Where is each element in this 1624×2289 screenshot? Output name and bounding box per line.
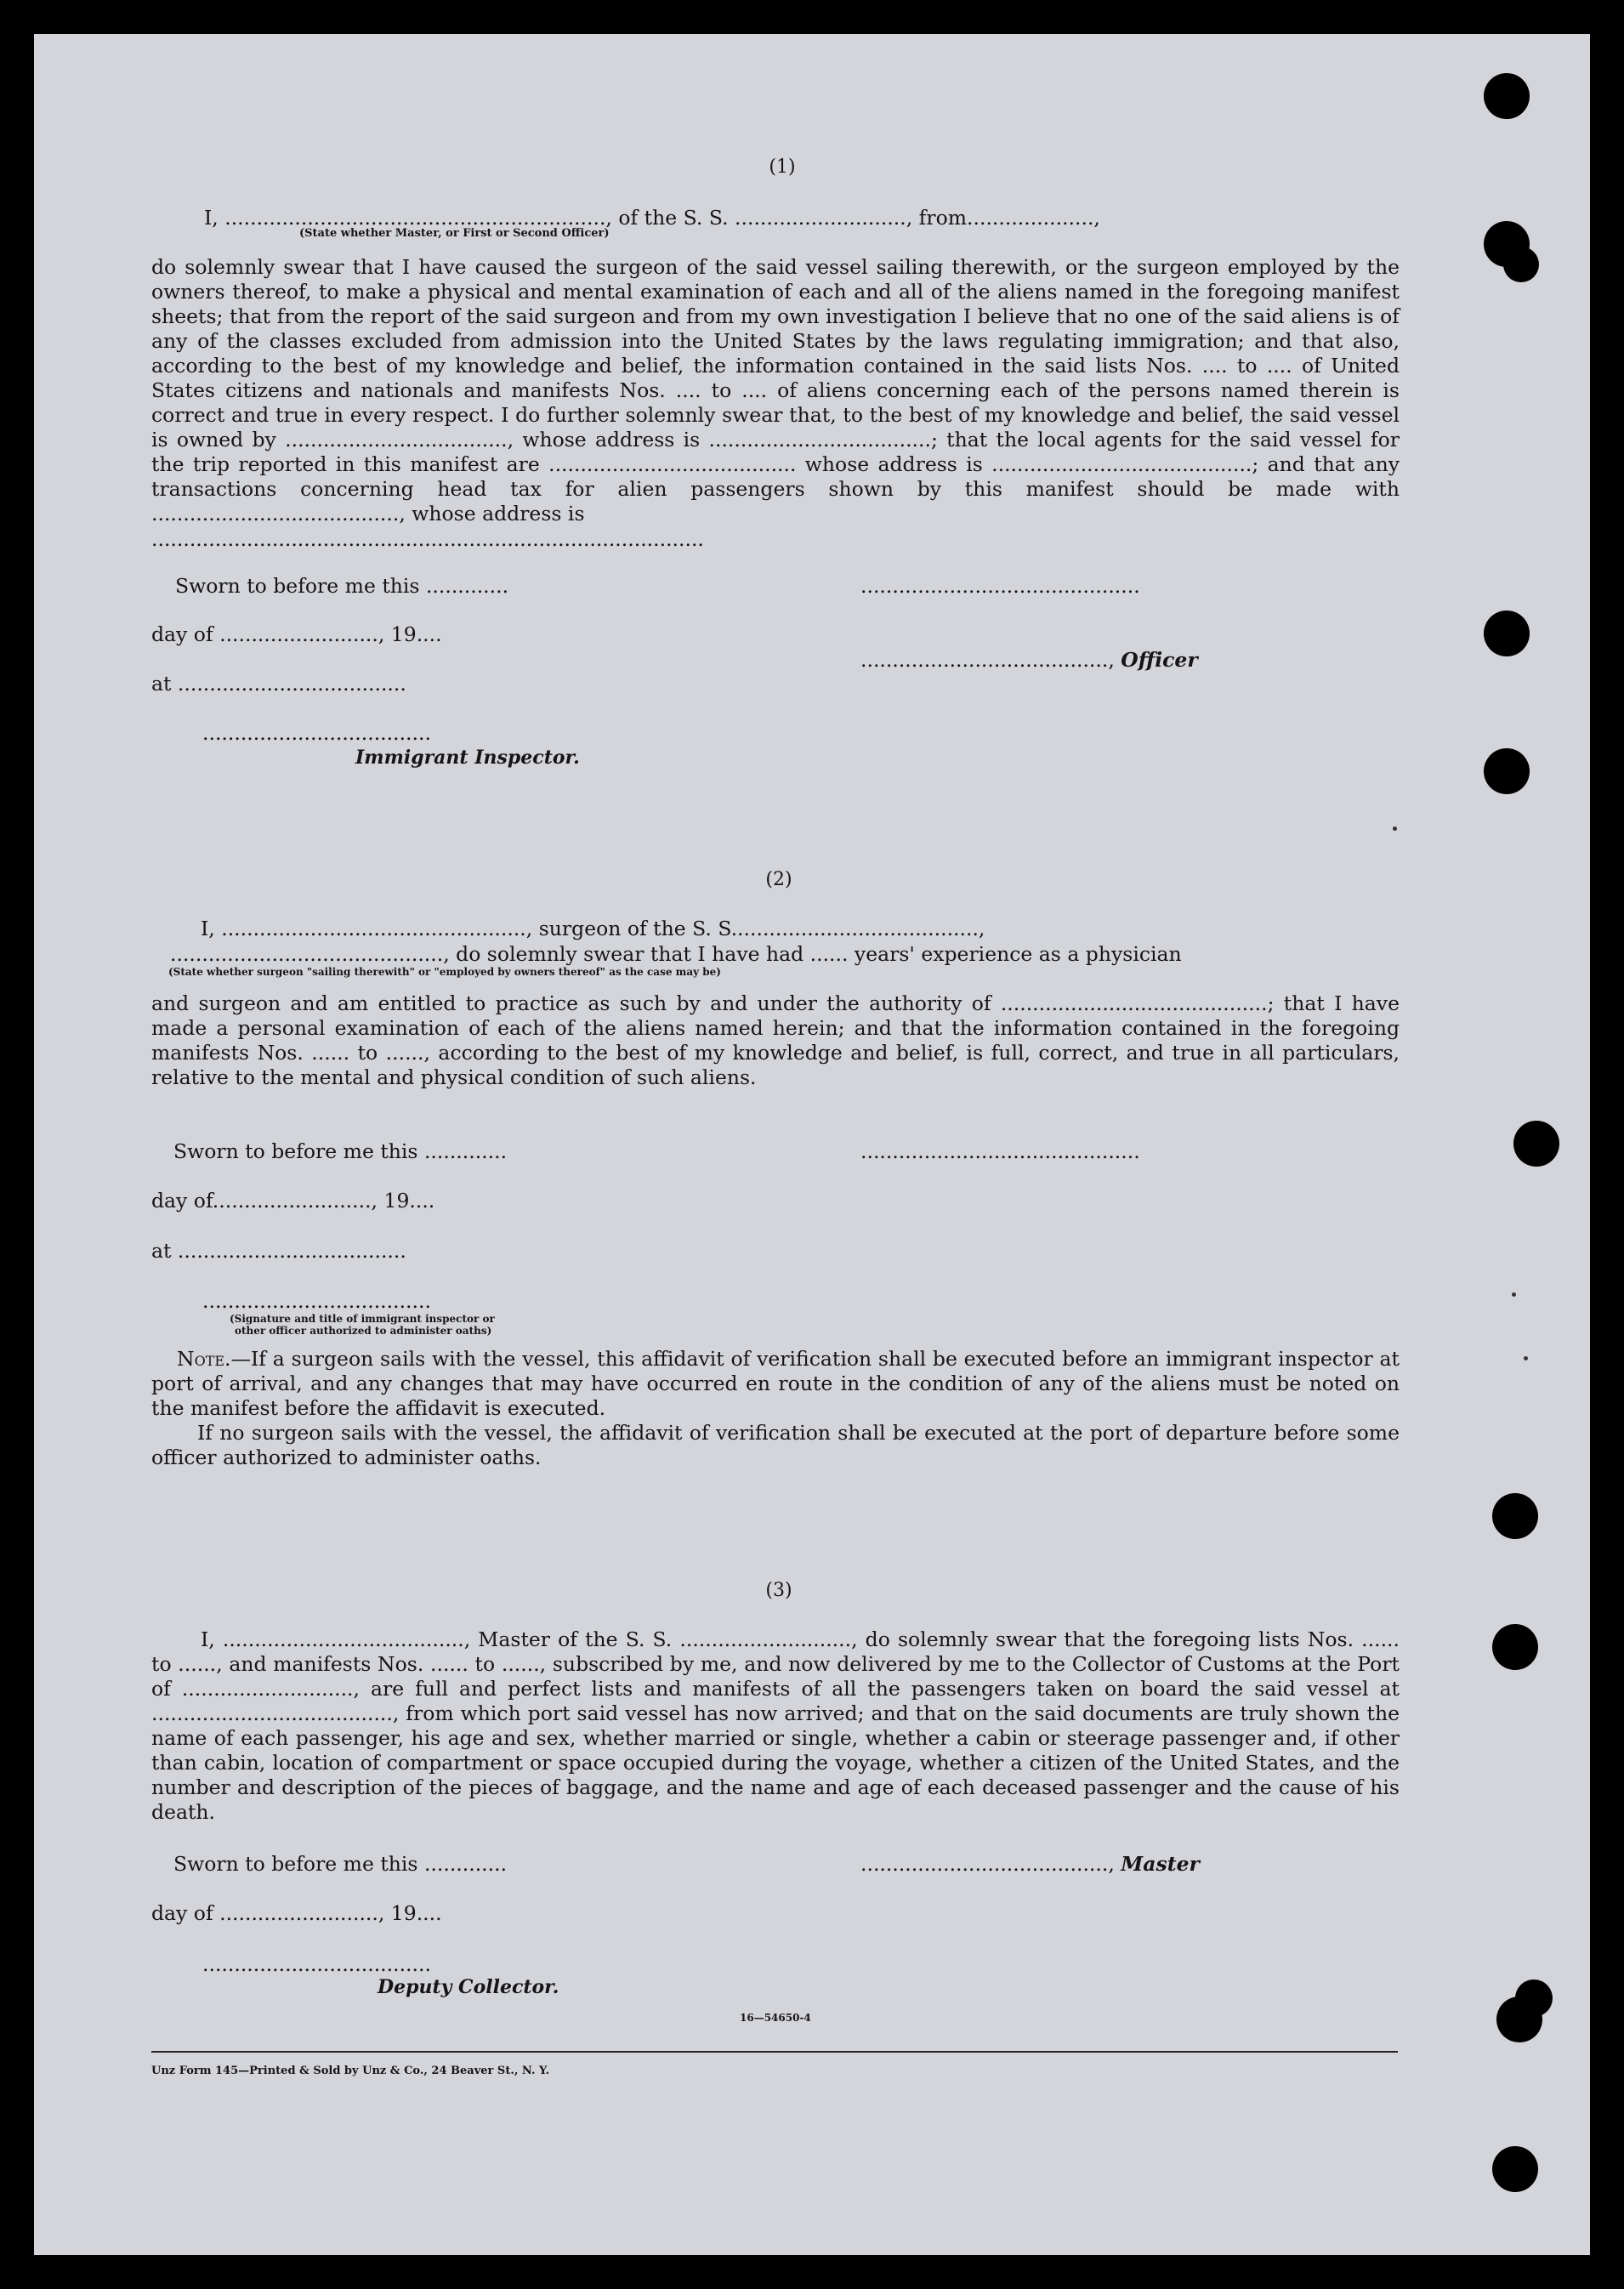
section-3-collector-title: Deputy Collector. [378,1976,559,1998]
section-3-number: (3) [765,1580,792,1601]
section-2-oath-text: and surgeon and am entitled to practice as such by and under the authority of ..........................................; that I have made a personal examination of each of the aliens named herein; and that the information contained in the foregoing manifests Nos. ...... to ......, according to the best of my knowledge and belief, is full, correct, and true in all particulars, relative to the mental and physical condition of such aliens. [151,991,1400,1089]
section-1-first-line: I, ............................................................, of the S. S. ..........................., from...................., [204,206,1100,230]
section-2-note-2: If no surgeon sails with the vessel, the affidavit of verification shall be executed at the port of departure before some officer authorized to administer oaths. [151,1421,1400,1469]
section-1-oath-text: do solemnly swear that I have caused the surgeon of the said vessel sailing therewith, or the surgeon employed by the owners thereof, to make a physical and mental examination of each and all of the aliens named in the foregoing manifest sheets; that from the report of the said surgeon and from my own investigation I believe that no one of the said aliens is of any of the classes excluded from admission into the United States by the laws regulating immigration; and that also, according to the best of my knowledge and belief, the information contained in the said lists Nos. .... to .... of United States citizens and nationals and manifests Nos. .... to .... of aliens concerning each of the persons named therein is correct and true in every respect. I do further solemnly swear that, to the best of my knowledge and belief, the said vessel is owned by ..................................., whose address is ...................................; that the local agents for the said vessel for the trip reported in this manifest are ....................................... whose address is .........................................; and that any transactions concerning head tax for alien passengers shown by this manifest should be made with ......................................., whose address is [151,255,1400,525]
section-2-at: at .................................... [151,1239,406,1263]
section-3-signature-dots: .................................... [202,1952,431,1976]
section-2-day: day of........................., 19.... [151,1189,435,1213]
punch-hole [1484,73,1530,119]
section-2-second-line: ..........................................., do solemnly swear that I have had ...... years' experience as a physician [170,942,1182,966]
signature-title: Master [1121,1852,1200,1876]
section-3-day: day of ........................., 19.... [151,1901,442,1925]
punch-hole [1515,1979,1553,2017]
section-2-surgeon-caption: (State whether surgeon "sailing therewith" or "employed by owners thereof" as the case may be) [168,966,721,978]
printer-imprint: Unz Form 145—Printed & Sold by Unz & Co., 24 Beaver St., N. Y. [151,2065,550,2077]
section-1-inspector-signature-dots: .................................... [202,721,431,745]
section-1-officer-line: ......................................., Officer [860,648,1198,672]
speck [1512,1292,1516,1297]
section-3-oath-text: I, ......................................, Master of the S. S. ..........................., do solemnly swear that the foregoing lists Nos. ...... to ......, and manifests Nos. ...... to ......, subscribed by me, and now delivered by me to the Collector of Customs at the Port of ..........................., are full and perfect lists and manifests of all the passengers taken on board the said vessel at ......................................, from which port said vessel has now arrived; and that on the said documents are truly shown the name of each passenger, his age and sex, whether married or single, whether a cabin or steerage passenger and, if other than cabin, location of compartment or space occupied during the voyage, whether a citizen of the United States, and the number and description of the pieces of baggage, and the name and age of each deceased passenger and the cause of his death. [151,1627,1400,1824]
section-1-dotted-line: ....................................................................................... [151,527,704,551]
punch-hole [1484,611,1530,656]
punch-hole [1503,247,1539,282]
note-text: —If a surgeon sails with the vessel, this affidavit of verification shall be executed before an immigrant inspector at port of arrival, and any changes that may have occurred en route in the condition of any of the aliens must be noted on the manifest before the affidavit is executed. [151,1347,1400,1420]
signature-title: Officer [1121,648,1198,672]
section-2-signature-caption-2: other officer authorized to administer oaths) [235,1325,492,1337]
section-2-sworn: Sworn to before me this ............. [173,1139,508,1163]
section-1-sworn: Sworn to before me this ............. [175,574,509,598]
section-1-signature-dots: ............................................ [860,574,1140,598]
section-1-number: (1) [769,156,796,178]
footer-rule [151,2051,1398,2053]
speck [1524,1356,1528,1360]
section-2-number: (2) [765,869,792,890]
form-code: 16—54650-4 [740,2012,811,2024]
section-3-master-line: ......................................., Master [860,1852,1200,1876]
section-2-officer-dots: ............................................ [860,1139,1140,1163]
section-2-note [151,1347,1400,1421]
note-label: Note. [177,1347,231,1371]
section-1-day: day of ........................., 19.... [151,622,442,646]
speck [1393,826,1397,831]
section-1-officer-caption: (State whether Master, or First or Second Officer) [299,227,610,240]
punch-hole [1492,1624,1538,1670]
section-1-at: at .................................... [151,672,406,696]
section-3-sworn: Sworn to before me this ............. [173,1852,508,1876]
punch-hole [1484,748,1530,794]
punch-hole [1492,1493,1538,1539]
section-1-inspector-title: Immigrant Inspector. [355,747,580,769]
section-2-first-line: I, ................................................, surgeon of the S. S......................................., [201,917,985,940]
punch-hole [1513,1121,1559,1167]
punch-hole [1492,2146,1538,2192]
section-2-signature-dots: .................................... [202,1289,431,1313]
section-2-signature-caption-1: (Signature and title of immigrant inspector or [230,1313,495,1325]
